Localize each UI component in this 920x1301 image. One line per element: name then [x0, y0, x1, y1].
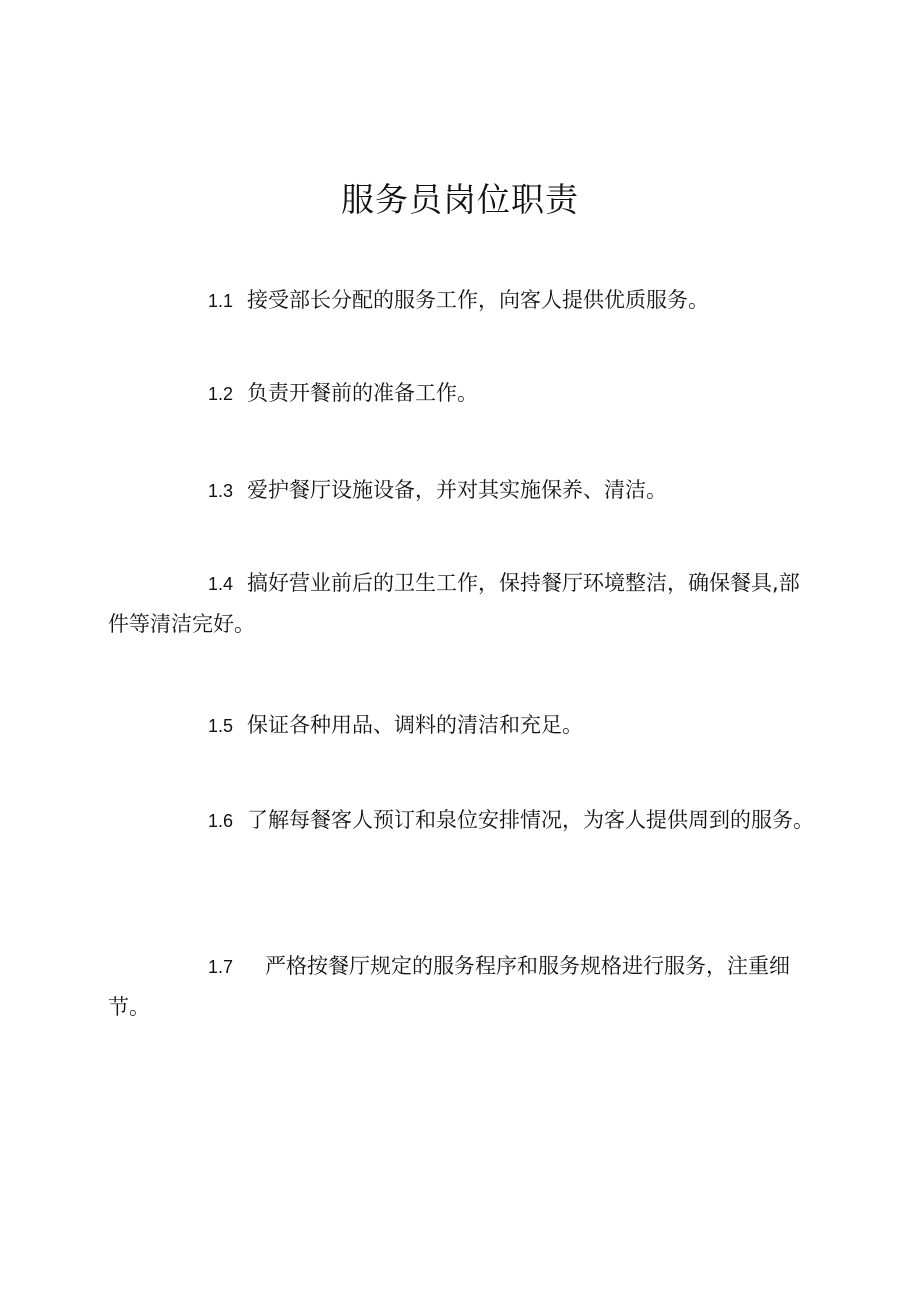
item-number: 1.3	[208, 481, 234, 501]
page-title: 服务员岗位职责	[341, 180, 579, 219]
item-text: 接受部长分配的服务工作，向客人提供优质服务。	[247, 288, 710, 312]
duty-item-2	[108, 373, 818, 414]
item-number: 1.1	[208, 291, 234, 311]
item-number: 1.7	[208, 957, 234, 977]
duty-item-6	[108, 800, 818, 841]
item-text: 保证各种用品、调料的清洁和充足。	[247, 713, 584, 737]
duty-item-1	[108, 280, 818, 321]
item-text: 爱护餐厅设施设备，并对其实施保养、清洁。	[247, 478, 668, 502]
duty-item-4	[108, 563, 818, 644]
duty-item-5	[108, 705, 818, 746]
item-text: 严格按餐厅规定的服务程序和服务规格进行服务，注重细节。	[108, 954, 791, 1019]
duty-item-7	[108, 946, 818, 1027]
item-number: 1.6	[208, 811, 234, 831]
duty-item-3	[108, 470, 818, 511]
item-number: 1.5	[208, 716, 234, 736]
item-text: 了解每餐客人预订和泉位安排情况，为客人提供周到的服务。	[247, 808, 815, 832]
item-text: 搞好营业前后的卫生工作，保持餐厅环境整洁，确保餐具,部件等清洁完好。	[108, 571, 800, 636]
item-text: 负责开餐前的准备工作。	[247, 381, 479, 405]
item-number: 1.2	[208, 384, 234, 404]
item-number: 1.4	[208, 574, 234, 594]
